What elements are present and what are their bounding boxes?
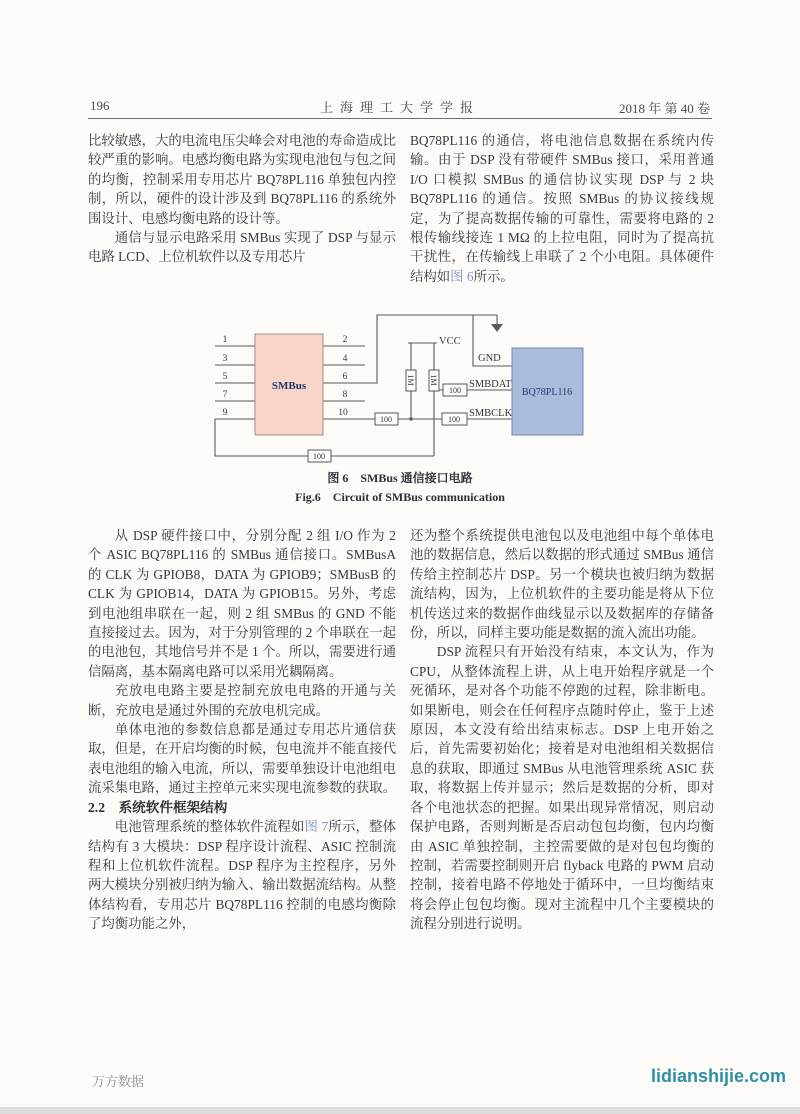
pin-number: 1 — [222, 335, 228, 345]
paragraph: DSP 流程只有开始没有结束，本文认为，作为 CPU，从整体流程上讲，从上电开始程序就是一个死循环，是对各个功能不停跑的过程，除非断电。如果断电，则会在任何程序点随时停止，鉴于上述原因，本文没有给出结束标志。DSP 上电开始之后，首先需要初始化；接着是对电池组相关数据信息的获取，即通过 SMBus 从电池管理系统 ASIC 获取，将数据上传并显示；然后是数据的分析，即对各个电池状态的把握。如果出现异常情况，则启动保护电路，否则判断是否启动包包均衡，包内均衡由 ASIC 单独控制，主控需要做的是对包包均衡的控制，若需要控制则开启 flyback 电路的 PWM 启动控制，接着电路不停地处于循环中，一旦均衡结束将会停止包包均衡。现对主流程中几个主要模块的流程分别进行说明。 — [410, 644, 714, 932]
pin-number: 6 — [342, 372, 348, 382]
figure6-link[interactable]: 图 6 — [450, 268, 474, 284]
column-left-bottom — [88, 526, 396, 934]
resistor-100-value: 100 — [313, 452, 325, 461]
paragraph: 单体电池的参数信息都是通过专用芯片通信获取，但是，在开启均衡的时候，包电流并不能直接代表电池组的输入电流，所以，需要单独设计电池组电流采集电路，通过主控单元来实现电流参数的获取。 — [88, 722, 396, 796]
smbus-label: SMBus — [271, 380, 307, 392]
smbclk-label: SMBCLK — [469, 408, 513, 419]
paragraph-text: 电池管理系统的整体软件流程如 — [114, 819, 305, 835]
gnd-label: GND — [478, 353, 501, 364]
scan-edge-strip — [0, 1107, 800, 1114]
pin-number: 8 — [342, 390, 348, 400]
pin-number: 5 — [222, 372, 228, 382]
issue-info: 2018 年 第 40 卷 — [618, 101, 710, 116]
resistor-100-value: 100 — [448, 415, 460, 424]
figure7-link[interactable]: 图 7 — [304, 819, 329, 835]
pin-number: 4 — [342, 354, 348, 364]
junction-dot — [409, 417, 412, 420]
resistor-1m-value: 1M — [429, 374, 438, 386]
pin-number: 9 — [222, 408, 228, 418]
journal-title: 上海理工大学学报 — [319, 100, 480, 115]
resistor-100-value: 100 — [380, 415, 392, 424]
paragraph-text: BQ78PL116 的通信，将电池信息数据在系统内传输。由于 DSP 没有带硬件 SMBus 接口，采用普通 I/O 口模拟 SMBus 的通信协议实现 DSP 与 2 块 BQ78PL116 的通信。按照 SMBus 的协议接线规定，为了提高数据传输的可靠性，需要将电路的 2 根传输线接连 1 MΩ 的上拉电阻，同时为了提高抗干扰性，在传输线上串联了 2 个小电阻。具体硬件结构如 — [410, 133, 714, 284]
column-right-top — [410, 131, 714, 286]
vcc-label: VCC — [439, 336, 461, 347]
pin-number: 2 — [342, 335, 348, 345]
pin-number: 3 — [222, 354, 228, 364]
figure-caption-en: Fig.6 Circuit of SMBus communication — [295, 490, 505, 504]
wanfang-watermark: 万方数据 — [92, 1074, 145, 1089]
paragraph-text: 所示，整体结构有 3 大模块：DSP 程序设计流程、ASIC 控制流程和上位机软件流程。DSP 程序为主控程序，另外两大模块分别被归纳为输入、输出数据流结构。从整体结构看，专用芯片 BQ78PL116 控制的电感均衡除了均衡功能之外， — [88, 819, 397, 932]
ground-icon — [491, 324, 503, 332]
column-right-bottom — [410, 526, 714, 934]
paragraph — [88, 817, 396, 933]
paragraph: 比较敏感，大的电流电压尖峰会对电池的寿命造成比较严重的影响。电感均衡电路为实现电池包与包之间的均衡，控制采用专用芯片 BQ78PL116 单独包内控制，所以，硬件的设计涉及到 BQ78PL116 的系统外围设计、电感均衡电路的设计等。 — [88, 133, 396, 226]
resistor-100-value: 100 — [449, 386, 461, 395]
header-rule — [88, 118, 712, 119]
resistor-1m-value: 1M — [406, 374, 415, 386]
paragraph — [410, 131, 714, 286]
paragraph: 还为整个系统提供电池包以及电池组中每个单体电池的数据信息，然后以数据的形式通过 SMBus 通信传给主控制芯片 DSP。另一个模块也被归纳为数据流结构，因为，上位机软件的主要功能是将从下位机传送过来的数据作曲线显示以及数据库的存储备份，所以，同样主要功能是数据的流入流出功能。 — [410, 528, 714, 641]
paragraph: 充放电电路主要是控制充放电电路的开通与关断，充放电是通过外围的充放电机完成。 — [88, 683, 396, 718]
column-left-top — [88, 131, 396, 267]
chip-label: BQ78PL116 — [521, 387, 573, 398]
paragraph: 从 DSP 硬件接口中，分别分配 2 组 I/O 作为 2 个 ASIC BQ78PL116 的 SMBus 通信接口。SMBusA 的 CLK 为 GPIOB8，DATA 为 GPIOB9；SMBusB 的 CLK 为 GPIOB14，DATA 为 GPIOB15。另外，考虑到电池组串联在一起，则 2 组 SMBus 的 GND 不能直接接过去。因为，对于分别管理的 2 个串联在一起的电池包，其地信号并不是 1 个。所以，需要进行通信隔离，基本隔离电路可以采用光耦隔离。 — [88, 528, 396, 679]
circuit-figure — [172, 303, 632, 468]
paragraph-text: 所示。 — [473, 268, 514, 284]
pin-number: 7 — [222, 390, 228, 400]
site-link[interactable]: lidianshijie.com — [650, 1066, 786, 1086]
section-heading: 2.2 系统软件框架结构 — [88, 799, 228, 815]
smbdat-label: SMBDAT — [469, 379, 512, 390]
pin-number: 10 — [338, 408, 348, 418]
page-number: 196 — [90, 98, 110, 113]
figure-caption-zh: 图 6 SMBus 通信接口电路 — [327, 471, 473, 485]
paragraph: 通信与显示电路采用 SMBus 实现了 DSP 与显示电路 LCD、上位机软件以及专用芯片 — [88, 230, 396, 265]
